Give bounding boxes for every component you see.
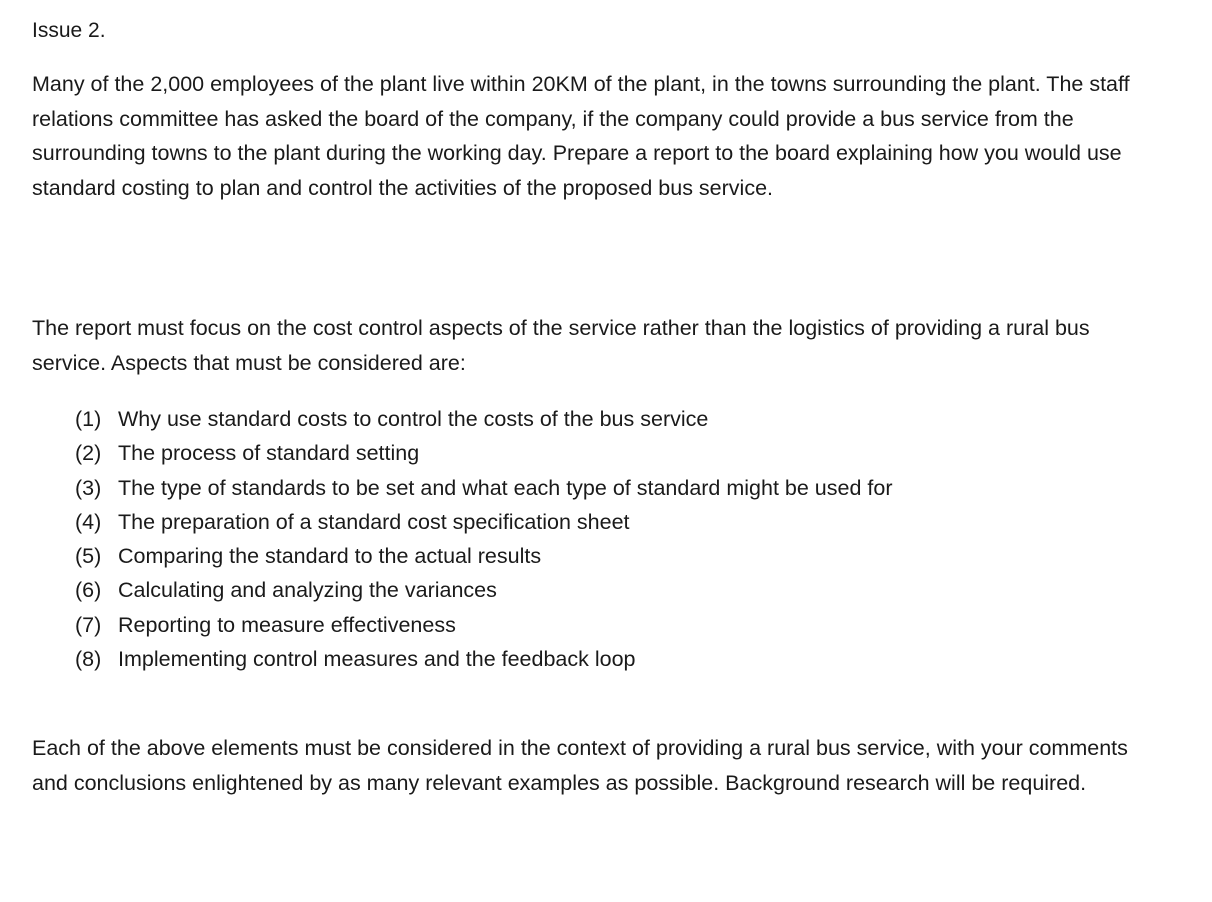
list-item-number: (5) [75, 544, 102, 569]
list-item [75, 642, 892, 676]
focus-paragraph: The report must focus on the cost control aspects of the service rather than the logistics of providing a rural bus service. Aspects that must be considered are: [32, 316, 1090, 375]
list-item-text: The process of standard setting [118, 441, 420, 466]
list-item-number: (4) [75, 509, 102, 534]
list-item-number: (7) [75, 612, 102, 637]
list-item-text: The preparation of a standard cost specification sheet [118, 509, 630, 534]
list-item-text: Calculating and analyzing the variances [118, 578, 497, 603]
intro-paragraph: Many of the 2,000 employees of the plant live within 20KM of the plant, in the towns surrounding the plant. The staff relations committee has asked the board of the company, if the company could provide a bus service from the surrounding towns to the plant during the working day. Prepare a report to the board explaining how you would use standard costing to plan and control the activities of the proposed bus service. [32, 72, 1130, 200]
list-item [75, 573, 892, 607]
list-item [75, 539, 892, 573]
list-item-text: The type of standards to be set and what each type of standard might be used for [118, 475, 893, 500]
list-item [75, 402, 892, 436]
list-item-number: (3) [75, 475, 102, 500]
list-item-number: (6) [75, 578, 102, 603]
list-item [75, 436, 892, 470]
list-item-text: Implementing control measures and the feedback loop [118, 647, 636, 672]
closing-paragraph: Each of the above elements must be considered in the context of providing a rural bus service, with your comments and conclusions enlightened by as many relevant examples as possible. Background research will be required. [32, 736, 1128, 795]
list-item-text: Why use standard costs to control the costs of the bus service [118, 407, 709, 431]
aspects-list [75, 402, 892, 676]
list-item [75, 608, 892, 642]
list-item-text: Reporting to measure effectiveness [118, 612, 456, 637]
list-item-number: (8) [75, 647, 102, 672]
list-item [75, 505, 892, 539]
issue-heading: Issue 2. [32, 19, 106, 42]
list-item-text: Comparing the standard to the actual results [118, 544, 542, 569]
list-item-number: (1) [75, 407, 102, 431]
list-item-number: (2) [75, 441, 102, 466]
list-item [75, 471, 892, 505]
